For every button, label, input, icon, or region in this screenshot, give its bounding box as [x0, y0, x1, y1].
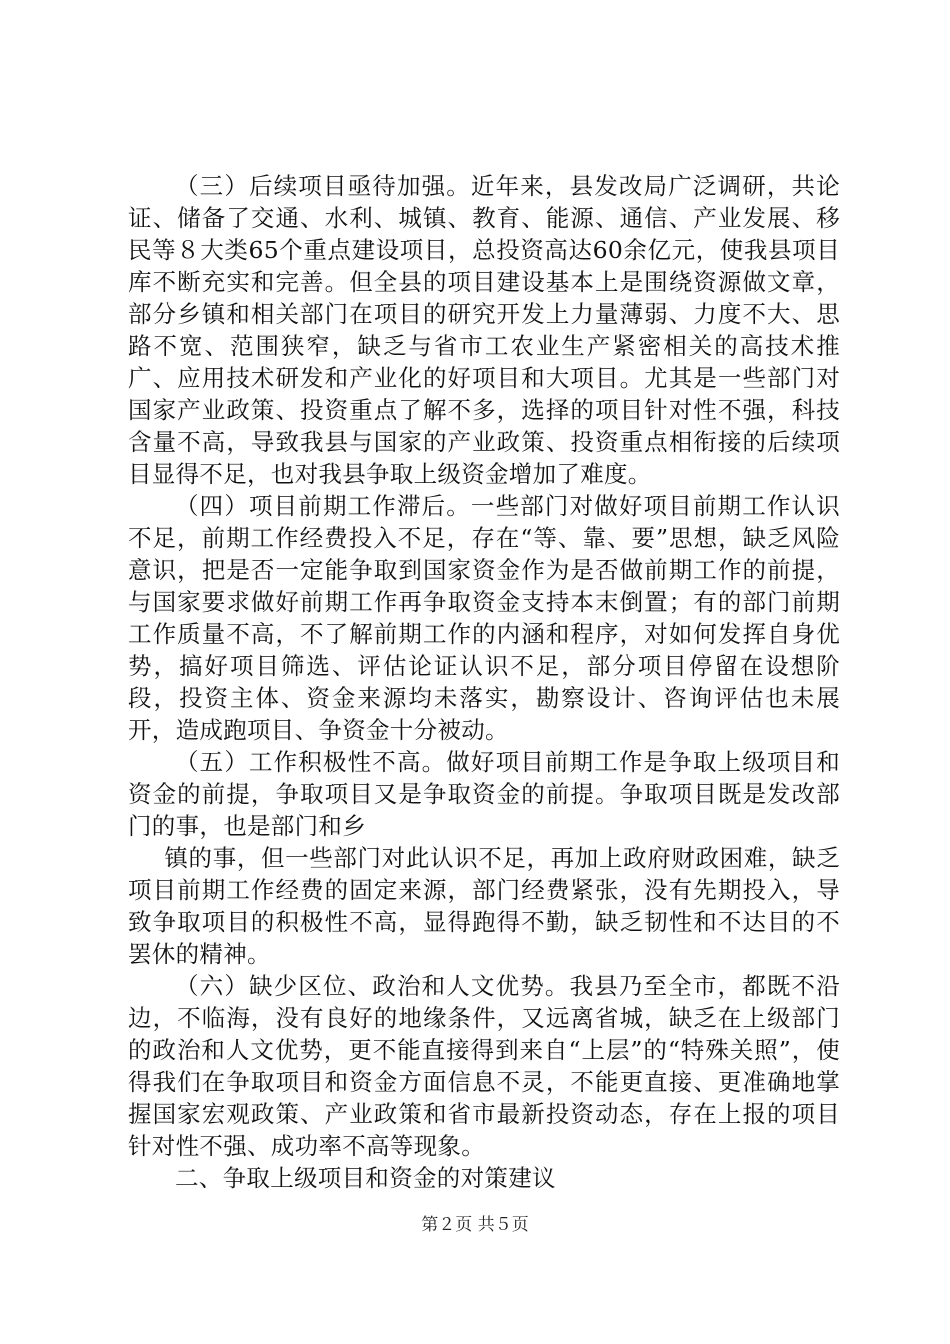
paragraph-follow-up-projects: （三）后续项目亟待加强。近年来，县发改局广泛调研，共论证、储备了交通、水利、城镇、教育、能源、通信、产业发展、移民等８大类65个重点建设项目，总投资高达60余亿元，使我县项目库不断充实和完善。但全县的项目建设基本上是围绕资源做文章，部分乡镇和相关部门在项目的研究开发上力量薄弱、力度不大、思路不宽、范围狭窄，缺乏与省市工农业生产紧密相关的高技术推广、应用技术研发和产业化的好项目和大项目。尤其是一些部门对国家产业政策、投资重点了解不多，选择的项目针对性不强，科技含量不高，导致我县与国家的产业政策、投资重点相衔接的后续项目显得不足，也对我县争取上级资金增加了难度。	[128, 172, 840, 488]
paragraph-work-enthusiasm: （五）工作积极性不高。做好项目前期工作是争取上级项目和资金的前提，争取项目又是争取资金的前提。争取项目既是发改部门的事，也是部门和乡	[128, 748, 840, 840]
page-number-footer: 第２页 共５页	[421, 1215, 529, 1235]
paragraph-preliminary-work: （四）项目前期工作滞后。一些部门对做好项目前期工作认识不足，前期工作经费投入不足，存在“等、靠、要”思想，缺乏风险意识，把是否一定能争取到国家资金作为是否做前期工作的前提，与国家要求做好前期工作再争取资金支持本末倒置；有的部门前期工作质量不高，不了解前期工作的内涵和程序，对如何发挥自身优势，搞好项目筛选、评估论证认识不足，部分项目停留在设想阶段，投资主体、资金来源均未落实，勘察设计、咨询评估也未展开，造成跑项目、争资金十分被动。	[128, 492, 840, 744]
paragraph-work-enthusiasm-continued: 镇的事，但一些部门对此认识不足，再加上政府财政困难，缺乏项目前期工作经费的固定来源，部门经费紧张，没有先期投入，导致争取项目的积极性不高，显得跑得不勤，缺乏韧性和不达目的不罢休的精神。	[128, 844, 840, 968]
section-heading: 二、争取上级项目和资金的对策建议	[175, 1164, 556, 1192]
paragraph-location-advantages: （六）缺少区位、政治和人文优势。我县乃至全市，都既不沿边，不临海，没有良好的地缘条件，又远离省城，缺乏在上级部门的政治和人文优势，更不能直接得到来自“上层”的“特殊关照”，使得我们在争取项目和资金方面信息不灵，不能更直接、更准确地掌握国家宏观政策、产业政策和省市最新投资动态，存在上报的项目针对性不强、成功率不高等现象。	[128, 972, 840, 1160]
document-body	[128, 170, 840, 1194]
